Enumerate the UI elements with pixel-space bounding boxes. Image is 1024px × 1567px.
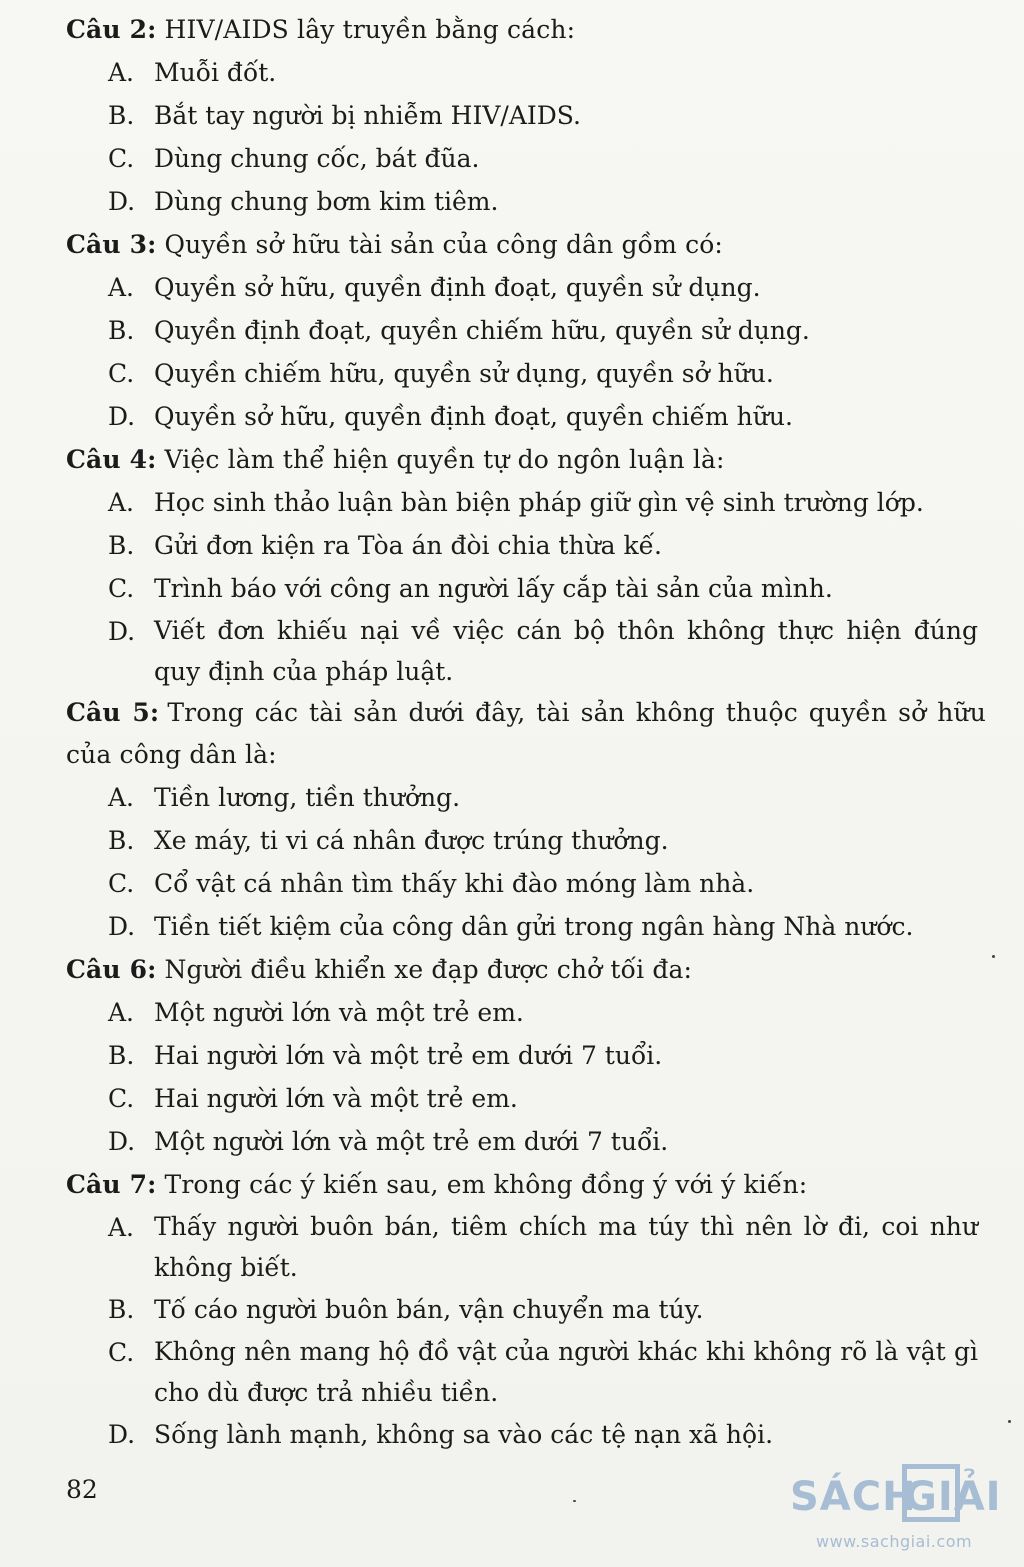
- option-letter: A.: [108, 273, 135, 302]
- option-letter: B.: [108, 1041, 135, 1070]
- option-d: [108, 1413, 986, 1456]
- question-label: Câu 4:: [66, 445, 157, 474]
- question-text: Người điều khiển xe đạp được chở tối đa:: [164, 955, 693, 984]
- option-a: [108, 481, 986, 524]
- option-text: Tố cáo người buôn bán, vận chuyển ma túy.: [154, 1295, 704, 1324]
- option-letter: D.: [108, 617, 136, 646]
- option-text: Học sinh thảo luận bàn biện pháp giữ gìn vệ sinh trường lớp.: [154, 488, 924, 517]
- option-b: [108, 819, 986, 862]
- question-2: [66, 8, 986, 223]
- option-letter: C.: [108, 1338, 135, 1367]
- option-text: Một người lớn và một trẻ em.: [154, 998, 524, 1027]
- option-text: Không nên mang hộ đồ vật của người khác khi không rõ là vật gì cho dù được trả nhiều tiền.: [154, 1337, 978, 1407]
- option-letter: B.: [108, 531, 135, 560]
- question-list: [66, 8, 986, 1456]
- option-letter: A.: [108, 783, 135, 812]
- option-text: Quyền chiếm hữu, quyền sử dụng, quyền sở hữu.: [154, 359, 774, 388]
- print-speck: [573, 1500, 576, 1502]
- option-text: Bắt tay người bị nhiễm HIV/AIDS.: [154, 101, 581, 130]
- option-text: Quyền sở hữu, quyền định đoạt, quyền sử dụng.: [154, 273, 761, 302]
- option-letter: C.: [108, 869, 135, 898]
- question-stem: [66, 948, 986, 991]
- option-c: [108, 862, 986, 905]
- option-d: [108, 395, 986, 438]
- question-stem: [66, 1163, 986, 1206]
- option-b: [108, 1034, 986, 1077]
- option-text: Một người lớn và một trẻ em dưới 7 tuổi.: [154, 1127, 669, 1156]
- option-text: Xe máy, ti vi cá nhân được trúng thưởng.: [154, 826, 669, 855]
- option-text: Hai người lớn và một trẻ em dưới 7 tuổi.: [154, 1041, 663, 1070]
- option-a: [108, 51, 986, 94]
- question-6: [66, 948, 986, 1163]
- option-letter: B.: [108, 826, 135, 855]
- option-d: [108, 905, 986, 948]
- question-5: [66, 692, 986, 948]
- option-text: Sống lành mạnh, không sa vào các tệ nạn xã hội.: [154, 1420, 774, 1449]
- option-letter: D.: [108, 1420, 136, 1449]
- question-text: Việc làm thể hiện quyền tự do ngôn luận là:: [164, 445, 725, 474]
- option-letter: A.: [108, 488, 135, 517]
- watermark-brand-left: SÁCH: [790, 1474, 917, 1520]
- question-stem: [66, 8, 986, 51]
- option-letter: B.: [108, 1295, 135, 1324]
- watermark-brand-right: GIẢI: [904, 1474, 1002, 1520]
- option-b: [108, 309, 986, 352]
- option-a: [108, 266, 986, 309]
- option-text: Tiền lương, tiền thưởng.: [154, 783, 461, 812]
- option-c: [108, 1077, 986, 1120]
- option-text: Tiền tiết kiệm của công dân gửi trong ngân hàng Nhà nước.: [154, 912, 914, 941]
- option-letter: D.: [108, 1127, 136, 1156]
- question-label: Câu 7:: [66, 1170, 157, 1199]
- option-d: [108, 1120, 986, 1163]
- option-c: [108, 352, 986, 395]
- option-text: Quyền sở hữu, quyền định đoạt, quyền chiếm hữu.: [154, 402, 793, 431]
- option-b: [108, 94, 986, 137]
- question-3: [66, 223, 986, 438]
- option-c: [108, 567, 986, 610]
- question-stem: [66, 692, 986, 776]
- option-text: Viết đơn khiếu nại về việc cán bộ thôn không thực hiện đúng quy định của pháp luật.: [154, 616, 978, 686]
- question-stem: [66, 438, 986, 481]
- option-d: [108, 610, 986, 692]
- question-4: [66, 438, 986, 692]
- option-text: Hai người lớn và một trẻ em.: [154, 1084, 518, 1113]
- question-label: Câu 6:: [66, 955, 157, 984]
- question-label: Câu 5:: [66, 698, 160, 727]
- option-letter: A.: [108, 998, 135, 1027]
- option-a: [108, 991, 986, 1034]
- option-c: [108, 137, 986, 180]
- option-letter: B.: [108, 316, 135, 345]
- option-letter: C.: [108, 359, 135, 388]
- option-text: Trình báo với công an người lấy cắp tài sản của mình.: [154, 574, 833, 603]
- option-letter: D.: [108, 187, 136, 216]
- question-text: Trong các ý kiến sau, em không đồng ý với ý kiến:: [164, 1170, 808, 1199]
- question-stem: [66, 223, 986, 266]
- page-number: 82: [66, 1475, 98, 1504]
- option-a: [108, 776, 986, 819]
- option-text: Thấy người buôn bán, tiêm chích ma túy thì nên lờ đi, coi như không biết.: [154, 1212, 978, 1282]
- question-text: HIV/AIDS lây truyền bằng cách:: [164, 15, 576, 44]
- option-text: Gửi đơn kiện ra Tòa án đòi chia thừa kế.: [154, 531, 662, 560]
- option-letter: A.: [108, 58, 135, 87]
- question-text: Quyền sở hữu tài sản của công dân gồm có:: [164, 230, 723, 259]
- option-letter: C.: [108, 144, 135, 173]
- option-text: Dùng chung bơm kim tiêm.: [154, 187, 499, 216]
- option-a: [108, 1206, 986, 1288]
- option-text: Quyền định đoạt, quyền chiếm hữu, quyền sử dụng.: [154, 316, 810, 345]
- option-text: Muỗi đốt.: [154, 58, 277, 87]
- option-letter: B.: [108, 101, 135, 130]
- watermark-mark: [788, 1462, 1008, 1524]
- question-label: Câu 3:: [66, 230, 157, 259]
- watermark-url: www.sachgiai.com: [816, 1532, 973, 1551]
- option-letter: A.: [108, 1213, 135, 1242]
- print-speck: [1008, 1420, 1011, 1423]
- option-letter: D.: [108, 912, 136, 941]
- option-text: Cổ vật cá nhân tìm thấy khi đào móng làm nhà.: [154, 869, 755, 898]
- option-b: [108, 1288, 986, 1331]
- print-speck: [992, 955, 995, 958]
- question-text: Trong các tài sản dưới đây, tài sản không thuộc quyền sở hữu của công dân là:: [66, 698, 987, 769]
- option-b: [108, 524, 986, 567]
- option-letter: C.: [108, 1084, 135, 1113]
- question-7: [66, 1163, 986, 1456]
- option-letter: C.: [108, 574, 135, 603]
- option-c: [108, 1331, 986, 1413]
- option-letter: D.: [108, 402, 136, 431]
- option-d: [108, 180, 986, 223]
- watermark-logo: [788, 1462, 1008, 1557]
- question-label: Câu 2:: [66, 15, 157, 44]
- option-text: Dùng chung cốc, bát đũa.: [154, 144, 480, 173]
